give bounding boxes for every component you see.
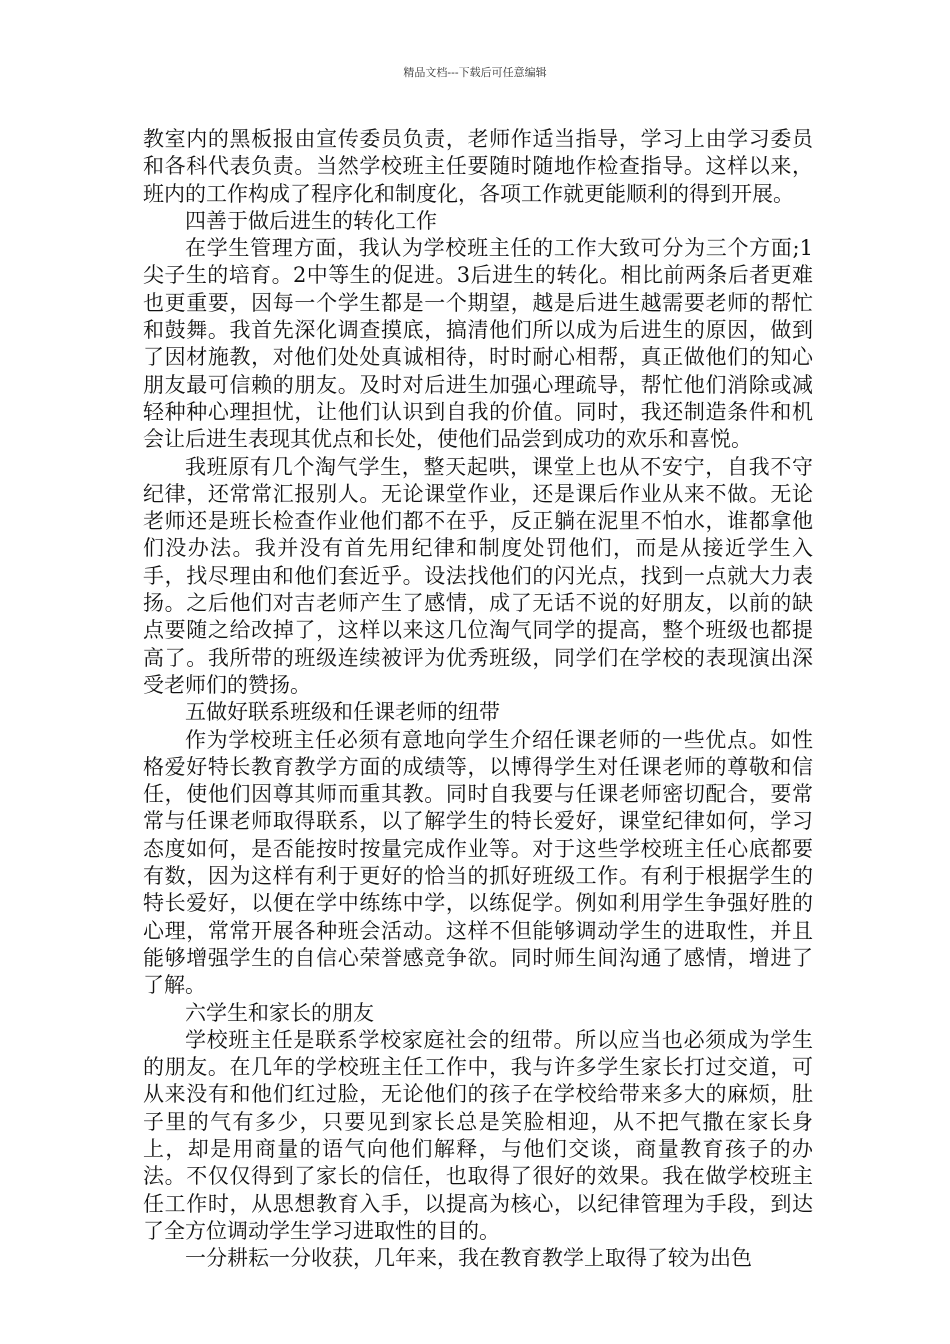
paragraph: 作为学校班主任必须有意地向学生介绍任课老师的一些优点。如性格爱好特长教育教学方面的成绩等，以博得学生对任课老师的尊敬和信任，使他们因尊其师而重其教。同时自我要与任课老师密切配合，要常常与任课老师取得联系，以了解学生的特长爱好，课堂纪律如何，学习态度如何，是否能按时按量完成作业等。对于这些学校班主任心底都要有数，因为这样有利于更好的恰当的抓好班级工作。有利于根据学生的特长爱好，以便在学中练练中学，以练促学。例如利用学生争强好胜的心理，常常开展各种班会活动。这样不但能够调动学生的进取性，并且能够增强学生的自信心荣誉感竞争欲。同时师生间沟通了感情，增进了了解。 — [143, 727, 813, 998]
document-body — [143, 126, 813, 1272]
paragraph: 一分耕耘一分收获，几年来，我在教育教学上取得了较为出色 — [185, 1246, 752, 1271]
paragraph: 学校班主任是联系学校家庭社会的纽带。所以应当也必须成为学生的朋友。在几年的学校班主任工作中，我与许多学生家长打过交道，可从来没有和他们红过脸，无论他们的孩子在学校给带来多大的麻烦，肚子里的气有多少，只要见到家长总是笑脸相迎，从不把气撒在家长身上，却是用商量的语气向他们解释，与他们交谈，商量教育孩子的办法。不仅仅得到了家长的信任，也取得了很好的效果。我在做学校班主任工作时，从思想教育入手，以提高为核心，以纪律管理为手段，到达了全方位调动学生学习进取性的目的。 — [143, 1027, 813, 1243]
paragraph: 教室内的黑板报由宣传委员负责，老师作适当指导，学习上由学习委员和各科代表负责。当然学校班主任要随时随地作检查指导。这样以来，班内的工作构成了程序化和制度化，各项工作就更能顺利的得到开展。 — [143, 127, 813, 206]
section-heading: 四善于做后进生的转化工作 — [185, 208, 437, 233]
section-heading: 五做好联系班级和任课老师的纽带 — [185, 700, 500, 725]
paragraph: 在学生管理方面，我认为学校班主任的工作大致可分为三个方面;1尖子生的培育。2中等生的促进。3后进生的转化。相比前两条后者更难也更重要，因每一个学生都是一个期望，越是后进生越需要老师的帮忙和鼓舞。我首先深化调查摸底，搞清他们所以成为后进生的原因，做到了因材施教，对他们处处真诚相待，时时耐心相帮，真正做他们的知心朋友最可信赖的朋友。及时对后进生加强心理疏导，帮忙他们消除或减轻种种心理担忧，让他们认识到自我的价值。同时，我还制造条件和机会让后进生表现其优点和长处，使他们品尝到成功的欢乐和喜悦。 — [143, 236, 813, 452]
section-heading: 六学生和家长的朋友 — [185, 1000, 374, 1025]
page-header: 精品文档---下载后可任意编辑 — [403, 66, 547, 79]
paragraph: 我班原有几个淘气学生，整天起哄，课堂上也从不安宁，自我不守纪律，还常常汇报别人。无论课堂作业，还是课后作业从来不做。无论老师还是班长检查作业他们都不在乎，反正躺在泥里不怕水，谁都拿他们没办法。我并没有首先用纪律和制度处罚他们，而是从接近学生入手，找尽理由和他们套近乎。设法找他们的闪光点，找到一点就大力表扬。之后他们对吉老师产生了感情，成了无话不说的好朋友，以前的缺点要随之给改掉了，这样以来这几位淘气同学的提高，整个班级也都提高了。我所带的班级连续被评为优秀班级，同学们在学校的表现演出深受老师们的赞扬。 — [143, 454, 813, 697]
